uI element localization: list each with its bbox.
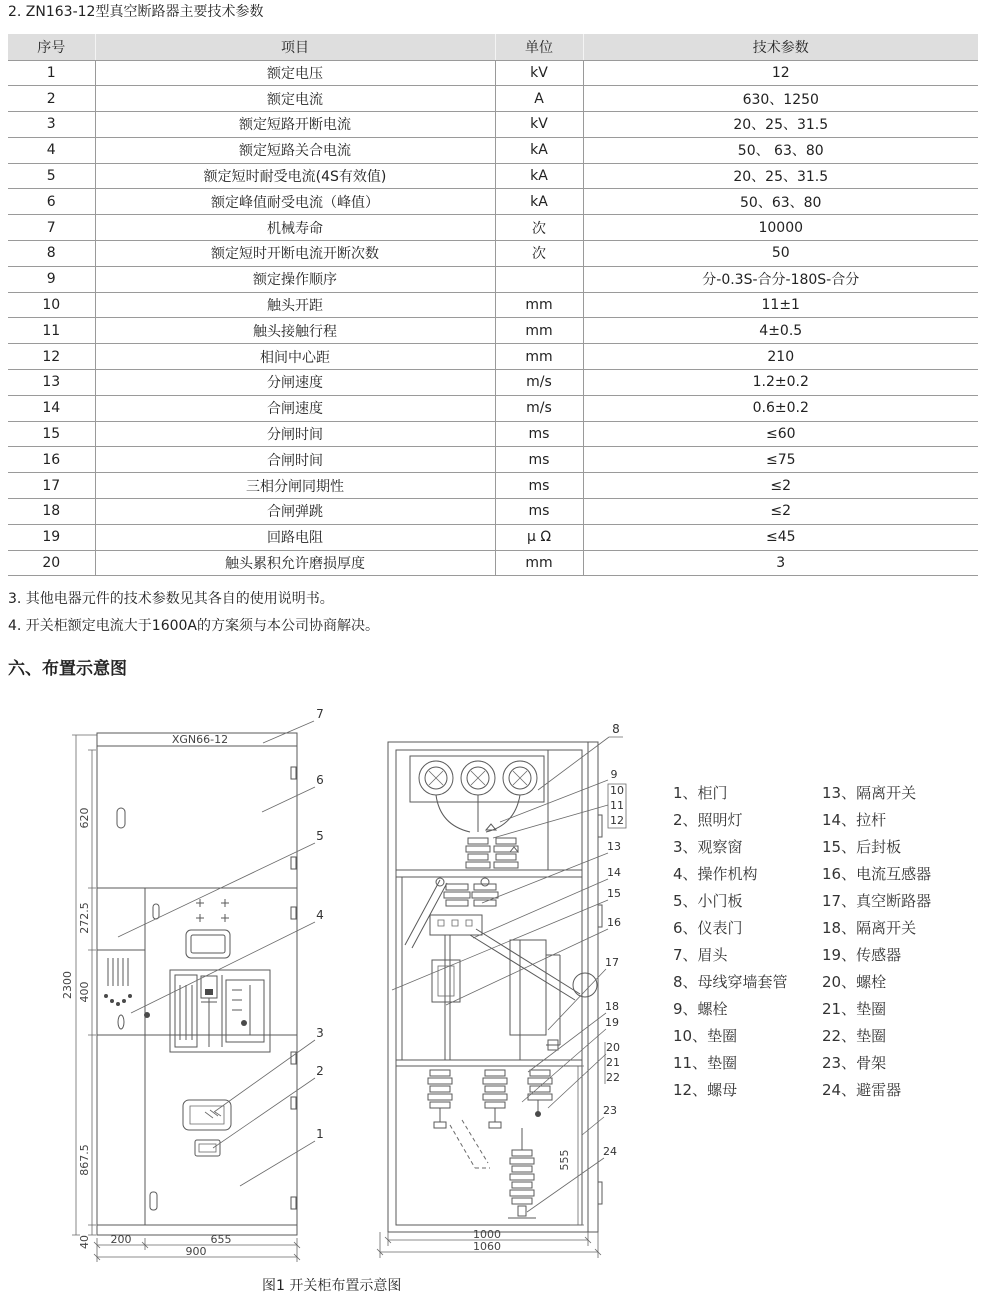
- cell-unit: m/s: [495, 395, 583, 421]
- legend-item: 16、电流互感器: [822, 865, 932, 883]
- table-row: [8, 318, 978, 344]
- side-door-handles: [598, 815, 602, 1204]
- cell-row-number: 3: [8, 112, 95, 138]
- breaker-body: [510, 940, 546, 1035]
- table-row: [8, 550, 978, 576]
- indicator-marks: [196, 899, 229, 922]
- breaker-frame: [520, 940, 560, 1060]
- cell-parameter-name: 机械寿命: [95, 215, 495, 241]
- table-row: [8, 112, 978, 138]
- table-header-row: [8, 34, 978, 60]
- table-row: [8, 241, 978, 267]
- table-row: [8, 370, 978, 396]
- cell-parameter-name: 额定短路开断电流: [95, 112, 495, 138]
- indicator-window: [205, 989, 213, 995]
- cell-unit: [495, 266, 583, 292]
- legend-item: 22、垫圈: [822, 1027, 887, 1045]
- dim-base: 40: [78, 1235, 91, 1249]
- legend-item: 13、隔离开关: [822, 784, 917, 802]
- cell-value: 4±0.5: [583, 318, 978, 344]
- busbar-connections: [436, 795, 520, 832]
- table-row: [8, 499, 978, 525]
- legend-item: 5、小门板: [673, 892, 743, 910]
- cell-value: 12: [583, 60, 978, 86]
- breaker-spec-table: [8, 34, 978, 576]
- cell-parameter-name: 合闸速度: [95, 395, 495, 421]
- cell-value: 50: [583, 241, 978, 267]
- legend-item: 12、螺母: [673, 1081, 738, 1099]
- callout-7: 7: [316, 707, 324, 721]
- callout-24: 24: [603, 1145, 617, 1158]
- cell-value: 1.2±0.2: [583, 370, 978, 396]
- cell-unit: A: [495, 86, 583, 112]
- header-row-number: 序号: [8, 34, 95, 60]
- table-body: [8, 60, 978, 576]
- compartment-handle: [118, 1015, 124, 1029]
- cell-parameter-name: 额定短路关合电流: [95, 137, 495, 163]
- cell-parameter-name: 额定峰值耐受电流（峰值）: [95, 189, 495, 215]
- legend-column-right: [822, 780, 931, 1104]
- dim-total-depth: 1060: [473, 1240, 501, 1253]
- cell-value: 630、1250: [583, 86, 978, 112]
- lock-dot: [144, 1012, 150, 1018]
- cell-parameter-name: 额定电流: [95, 86, 495, 112]
- dim-cable-section: 555: [558, 1149, 571, 1171]
- lower-insulators: [428, 1070, 507, 1108]
- legend-item: 11、垫圈: [673, 1054, 738, 1072]
- cell-parameter-name: 触头累积允许磨损厚度: [95, 550, 495, 576]
- lightning-arrester: [508, 1150, 536, 1218]
- section-dividers: [97, 888, 297, 1225]
- cell-unit: ms: [495, 499, 583, 525]
- dim-top-section: 620: [78, 807, 91, 829]
- cell-parameter-name: 分闸时间: [95, 421, 495, 447]
- cell-unit: kA: [495, 137, 583, 163]
- breaker-operating-handle: [573, 973, 597, 997]
- table-row: [8, 189, 978, 215]
- mechanism-window-glass: [191, 935, 225, 953]
- dim-small-door: 272.5: [78, 902, 91, 934]
- callout-3: 3: [316, 1026, 324, 1040]
- table-row: [8, 60, 978, 86]
- cell-value: 50、63、80: [583, 189, 978, 215]
- instrument-door-handle: [117, 808, 125, 828]
- table-row: [8, 215, 978, 241]
- callout-17: 17: [605, 956, 619, 969]
- legend-item: 19、传感器: [822, 946, 902, 964]
- frame-rod: [445, 935, 450, 1060]
- section-6-heading: 六、布置示意图: [8, 659, 127, 679]
- wall-bushings: [419, 761, 537, 795]
- disconnector-blade: [405, 880, 447, 948]
- upper-disconnector: [405, 878, 498, 948]
- cell-value: 0.6±0.2: [583, 395, 978, 421]
- callout-2: 2: [316, 1064, 324, 1078]
- terminal-dot: [122, 999, 126, 1003]
- model-label: XGN66-12: [171, 733, 229, 746]
- vacuum-breaker: [510, 940, 560, 1060]
- cell-row-number: 20: [8, 550, 95, 576]
- cable-outline: [450, 1120, 490, 1168]
- cell-value: 3: [583, 550, 978, 576]
- dim-left-width: 200: [110, 1233, 132, 1246]
- cell-row-number: 5: [8, 163, 95, 189]
- callout-15: 15: [607, 887, 621, 900]
- cell-unit: mm: [495, 318, 583, 344]
- cell-value: ≤75: [583, 447, 978, 473]
- table-row: [8, 473, 978, 499]
- dim-mechanism-section: 400: [78, 981, 91, 1003]
- legend-item: 23、骨架: [822, 1054, 887, 1072]
- mechanism-window-frame: [186, 930, 230, 958]
- table-row: [8, 395, 978, 421]
- cell-unit: ms: [495, 421, 583, 447]
- side-view: [377, 722, 626, 1258]
- cell-value: ≤2: [583, 473, 978, 499]
- disconnector-pivot: [436, 878, 444, 886]
- cell-parameter-name: 额定操作顺序: [95, 266, 495, 292]
- callout-6: 6: [316, 773, 324, 787]
- compartment-dividers: [396, 750, 582, 1066]
- cell-parameter-name: 触头开距: [95, 292, 495, 318]
- bushing-cross-marks: [429, 771, 527, 785]
- table-row: [8, 524, 978, 550]
- table-row: [8, 344, 978, 370]
- terminal-dot: [110, 999, 114, 1003]
- callout-18: 18: [605, 1000, 619, 1013]
- cell-unit: 次: [495, 241, 583, 267]
- cell-parameter-name: 合闸时间: [95, 447, 495, 473]
- cell-parameter-name: 回路电阻: [95, 524, 495, 550]
- callout-19: 19: [605, 1016, 619, 1029]
- cell-value: ≤60: [583, 421, 978, 447]
- header-value: 技术参数: [583, 34, 978, 60]
- cell-row-number: 10: [8, 292, 95, 318]
- fixed-contact-details: [438, 920, 472, 926]
- cell-parameter-name: 三相分闸同期性: [95, 473, 495, 499]
- legend-item: 9、螺栓: [673, 1000, 728, 1018]
- callout-10: 10: [610, 784, 624, 797]
- cell-parameter-name: 额定电压: [95, 60, 495, 86]
- callout-9: 9: [610, 768, 618, 781]
- callout-1: 1: [316, 1127, 324, 1141]
- cell-row-number: 19: [8, 524, 95, 550]
- terminal-dot: [116, 1002, 120, 1006]
- cell-unit: mm: [495, 292, 583, 318]
- dim-total-width: 900: [185, 1245, 207, 1258]
- cell-row-number: 14: [8, 395, 95, 421]
- secondary-terminals: [108, 958, 128, 986]
- cell-row-number: 1: [8, 60, 95, 86]
- small-door-handle: [153, 904, 159, 919]
- cell-row-number: 4: [8, 137, 95, 163]
- callout-13: 13: [607, 840, 621, 853]
- cell-row-number: 18: [8, 499, 95, 525]
- cell-parameter-name: 分闸速度: [95, 370, 495, 396]
- cell-unit: kA: [495, 163, 583, 189]
- cell-unit: 次: [495, 215, 583, 241]
- busbar-insulators: [466, 838, 518, 868]
- terminal-dot: [128, 994, 132, 998]
- legend-item: 4、操作机构: [673, 865, 758, 883]
- disconnector-insulators: [444, 884, 498, 906]
- callout-8: 8: [612, 722, 620, 736]
- cell-unit: ms: [495, 447, 583, 473]
- cell-unit: kV: [495, 112, 583, 138]
- cell-value: 50、 63、80: [583, 137, 978, 163]
- table-row: [8, 421, 978, 447]
- callout-12: 12: [610, 814, 624, 827]
- cell-row-number: 8: [8, 241, 95, 267]
- cell-unit: mm: [495, 344, 583, 370]
- legend-item: 2、照明灯: [673, 811, 743, 829]
- sensor-bolt: [535, 1111, 541, 1117]
- cell-unit: ms: [495, 473, 583, 499]
- cell-value: 11±1: [583, 292, 978, 318]
- cell-row-number: 2: [8, 86, 95, 112]
- header-unit: 单位: [495, 34, 583, 60]
- cell-value: 10000: [583, 215, 978, 241]
- section-2-title: 2. ZN163-12型真空断路器主要技术参数: [8, 4, 264, 20]
- front-view: [61, 707, 324, 1262]
- cell-unit: mm: [495, 550, 583, 576]
- legend-item: 18、隔离开关: [822, 919, 917, 937]
- legend-item: 17、真空断路器: [822, 892, 932, 910]
- cell-parameter-name: 额定短时开断电流开断次数: [95, 241, 495, 267]
- cell-parameter-name: 额定短时耐受电流(4S有效值): [95, 163, 495, 189]
- cell-row-number: 17: [8, 473, 95, 499]
- callout-11: 11: [610, 799, 624, 812]
- mechanism-panel: [170, 970, 270, 1052]
- mechanism-right-plate: [226, 980, 264, 1042]
- disconnector-pivot: [481, 878, 489, 886]
- legend-item: 3、观察窗: [673, 838, 743, 856]
- mechanism-knob: [241, 1020, 247, 1026]
- dim-inner-depth: 1000: [473, 1228, 501, 1241]
- legend-item: 1、柜门: [673, 784, 728, 802]
- terminal-dots: [104, 994, 132, 1006]
- cell-row-number: 16: [8, 447, 95, 473]
- cell-parameter-name: 触头接触行程: [95, 318, 495, 344]
- figure-caption: 图1 开关柜布置示意图: [262, 1278, 402, 1294]
- current-transformer-core: [438, 966, 454, 996]
- cell-parameter-name: 相间中心距: [95, 344, 495, 370]
- cell-row-number: 7: [8, 215, 95, 241]
- cell-row-number: 13: [8, 370, 95, 396]
- callout-16: 16: [607, 916, 621, 929]
- cell-unit: kA: [495, 189, 583, 215]
- cell-value: ≤2: [583, 499, 978, 525]
- legend-item: 21、垫圈: [822, 1000, 887, 1018]
- cell-value: 20、25、31.5: [583, 112, 978, 138]
- legend-column-left: [673, 780, 788, 1104]
- callout-14: 14: [607, 866, 621, 879]
- cell-unit: kV: [495, 60, 583, 86]
- callout-5: 5: [316, 829, 324, 843]
- table-row: [8, 86, 978, 112]
- cell-row-number: 6: [8, 189, 95, 215]
- table-row: [8, 137, 978, 163]
- cell-unit: m/s: [495, 370, 583, 396]
- legend-item: 6、仪表门: [673, 919, 743, 937]
- cell-row-number: 11: [8, 318, 95, 344]
- legend-item: 8、母线穿墙套管: [673, 973, 788, 991]
- note-3: 3. 其他电器元件的技术参数见其各自的使用说明书。: [8, 591, 334, 607]
- legend-item: 15、后封板: [822, 838, 902, 856]
- cell-value: 20、25、31.5: [583, 163, 978, 189]
- cell-parameter-name: 合闸弹跳: [95, 499, 495, 525]
- cell-unit: μ Ω: [495, 524, 583, 550]
- table-row: [8, 266, 978, 292]
- callout-21: 21: [606, 1056, 620, 1069]
- dim-right-width: 655: [210, 1233, 232, 1246]
- mechanism-details: [232, 985, 250, 1035]
- cell-value: 210: [583, 344, 978, 370]
- legend-item: 7、眉头: [673, 946, 728, 964]
- callout-23: 23: [603, 1104, 617, 1117]
- dim-lower-section: 867.5: [78, 1144, 91, 1176]
- cell-row-number: 9: [8, 266, 95, 292]
- terminal-dot: [104, 994, 108, 998]
- legend-item: 20、螺栓: [822, 973, 887, 991]
- dim-total-height: 2300: [61, 971, 74, 999]
- operating-mechanism: [170, 970, 270, 1052]
- note-4: 4. 开关柜额定电流大于1600A的方案须与本公司协商解决。: [8, 618, 380, 634]
- legend-item: 10、垫圈: [673, 1027, 738, 1045]
- cell-value: ≤45: [583, 524, 978, 550]
- cell-row-number: 12: [8, 344, 95, 370]
- callout-22: 22: [606, 1071, 620, 1084]
- callout-20: 20: [606, 1041, 620, 1054]
- table-row: [8, 163, 978, 189]
- legend-item: 14、拉杆: [822, 811, 887, 829]
- cell-value: 分-0.3S-合分-180S-合分: [583, 266, 978, 292]
- lower-door-handle: [150, 1192, 157, 1210]
- callout-4: 4: [316, 908, 324, 922]
- legend-item: 24、避雷器: [822, 1081, 902, 1099]
- header-parameter: 项目: [95, 34, 495, 60]
- cable-lug: [434, 1108, 501, 1128]
- door-hinges: [291, 767, 296, 1209]
- cell-row-number: 15: [8, 421, 95, 447]
- table-row: [8, 447, 978, 473]
- table-row: [8, 292, 978, 318]
